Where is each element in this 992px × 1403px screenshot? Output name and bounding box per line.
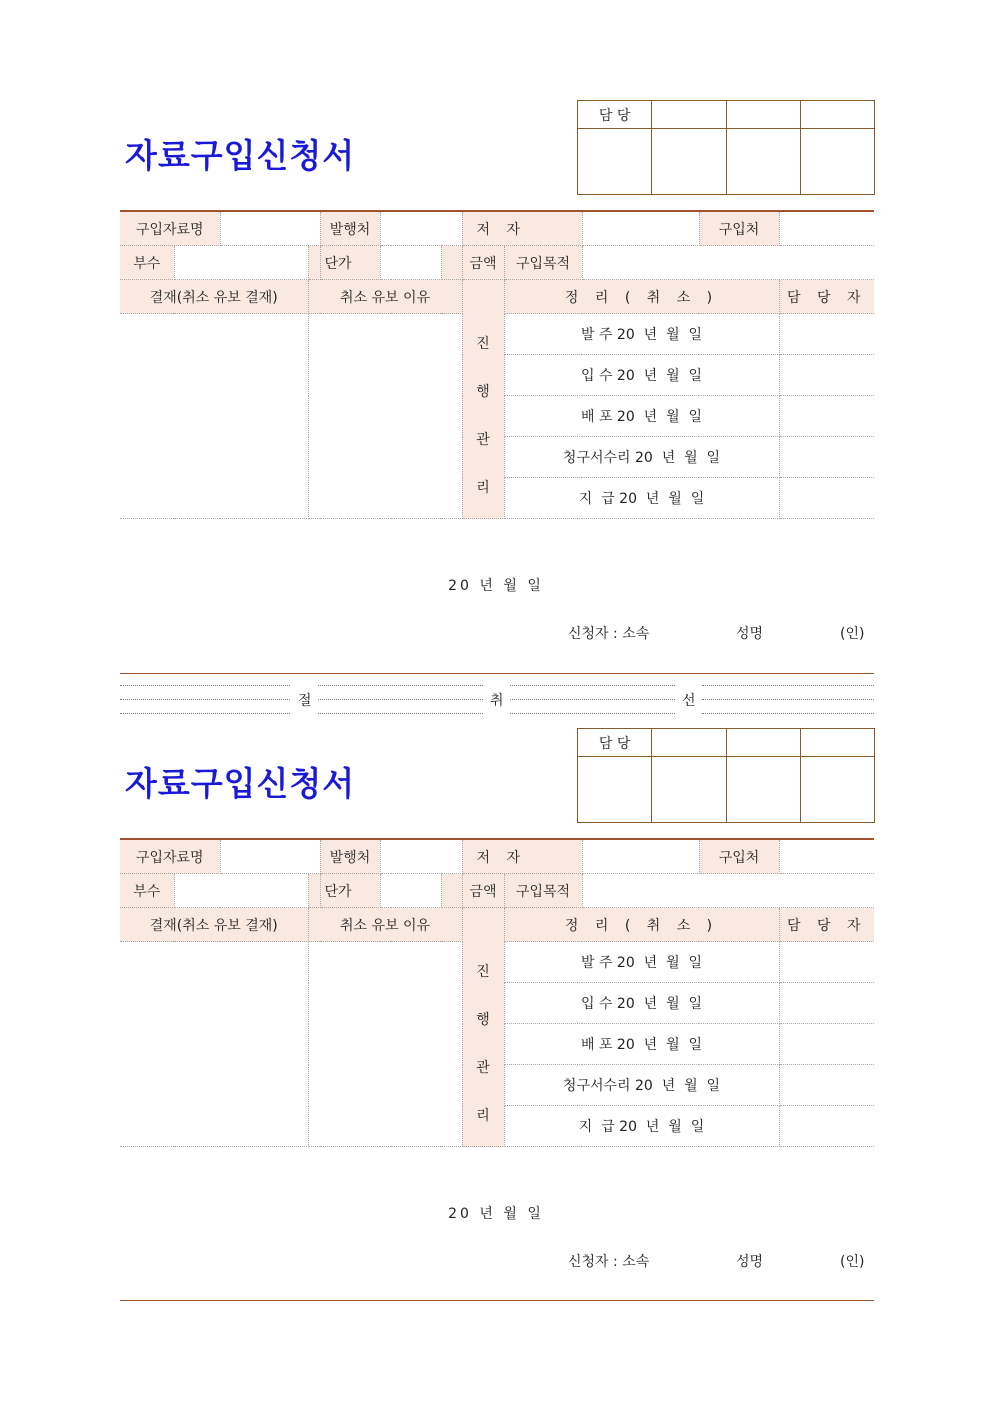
unit-price-label-pad — [308, 874, 320, 908]
progress-char: 관 — [476, 1059, 490, 1076]
purpose-field[interactable] — [582, 246, 874, 280]
signature-cell[interactable] — [726, 757, 800, 823]
approval-column-header: 결재(취소 유보 결재) — [120, 280, 308, 314]
progress-label-top — [462, 280, 504, 314]
amount-label-pad — [441, 874, 462, 908]
unit-price-field[interactable] — [380, 874, 441, 908]
progress-item: 발 주 20 년 월 일 — [504, 942, 779, 983]
progress-item: 지 급 20 년 월 일 — [504, 478, 779, 519]
manager-cell[interactable] — [779, 478, 874, 519]
applicant-label: 신청자 : 소속 — [568, 626, 650, 642]
purpose-label: 구입목적 — [504, 246, 582, 280]
signature-cell[interactable] — [578, 757, 652, 823]
process-column-header: 정 리 ( 취 소 ) — [504, 280, 779, 314]
cut-dots — [318, 699, 483, 700]
cut-dots — [120, 685, 290, 686]
author-field[interactable] — [582, 839, 699, 874]
approval-cell[interactable] — [652, 101, 726, 129]
unit-price-field[interactable] — [380, 246, 441, 280]
amount-label: 금액 — [462, 246, 504, 280]
cut-dots — [510, 713, 675, 714]
publisher-field[interactable] — [380, 839, 462, 874]
progress-char: 리 — [476, 1107, 490, 1124]
author-field[interactable] — [582, 211, 699, 246]
copies-field[interactable] — [174, 874, 308, 908]
item-name-field[interactable] — [220, 211, 320, 246]
vendor-field[interactable] — [779, 211, 874, 246]
request-table — [120, 838, 874, 1147]
date-line: 20 년 월 일 — [448, 578, 544, 594]
approval-area[interactable] — [120, 314, 308, 519]
progress-item: 발 주 20 년 월 일 — [504, 314, 779, 355]
manager-column-header: 담 당 자 — [779, 280, 874, 314]
item-name-field[interactable] — [220, 839, 320, 874]
approval-cell[interactable] — [800, 729, 874, 757]
manager-cell[interactable] — [779, 396, 874, 437]
date-line: 20 년 월 일 — [448, 1206, 544, 1222]
reason-area[interactable] — [308, 942, 462, 1147]
author-label: 저 자 — [462, 839, 582, 874]
item-name-label: 구입자료명 — [120, 839, 220, 874]
progress-item: 입 수 20 년 월 일 — [504, 983, 779, 1024]
manager-cell[interactable] — [779, 1106, 874, 1147]
cut-dots — [702, 699, 874, 700]
progress-item: 배 포 20 년 월 일 — [504, 396, 779, 437]
applicant-name-label: 성명 — [736, 1254, 764, 1270]
cut-dots — [702, 685, 874, 686]
amount-label: 금액 — [462, 874, 504, 908]
cut-dots — [120, 699, 290, 700]
vendor-label: 구입처 — [699, 839, 779, 874]
manager-cell[interactable] — [779, 355, 874, 396]
progress-char: 행 — [476, 383, 490, 400]
signature-cell[interactable] — [726, 129, 800, 195]
progress-char: 진 — [476, 335, 490, 352]
manager-cell[interactable] — [779, 1024, 874, 1065]
approval-cell[interactable] — [726, 101, 800, 129]
cut-line — [120, 673, 874, 718]
signature-cell[interactable] — [652, 129, 726, 195]
unit-price-label-pad — [308, 246, 320, 280]
progress-item: 입 수 20 년 월 일 — [504, 355, 779, 396]
approval-cell[interactable] — [652, 729, 726, 757]
purpose-field[interactable] — [582, 874, 874, 908]
approval-box — [577, 100, 875, 195]
progress-label-top — [462, 908, 504, 942]
approval-header: 담 당 — [578, 729, 652, 757]
manager-cell[interactable] — [779, 437, 874, 478]
signature-cell[interactable] — [578, 129, 652, 195]
process-column-header: 정 리 ( 취 소 ) — [504, 908, 779, 942]
cut-char: 취 — [490, 693, 504, 709]
unit-price-label: 단가 — [320, 874, 380, 908]
form-title: 자료구입신청서 — [125, 136, 356, 175]
reason-column-header: 취소 유보 이유 — [308, 908, 462, 942]
signature-cell[interactable] — [800, 757, 874, 823]
item-name-label: 구입자료명 — [120, 211, 220, 246]
vendor-label: 구입처 — [699, 211, 779, 246]
cut-char: 선 — [682, 693, 696, 709]
cut-dots — [120, 713, 290, 714]
vendor-field[interactable] — [779, 839, 874, 874]
cut-dots — [318, 713, 483, 714]
cut-dots — [510, 685, 675, 686]
cut-dots — [318, 685, 483, 686]
progress-item: 지 급 20 년 월 일 — [504, 1106, 779, 1147]
publisher-field[interactable] — [380, 211, 462, 246]
manager-column-header: 담 당 자 — [779, 908, 874, 942]
approval-column-header: 결재(취소 유보 결재) — [120, 908, 308, 942]
publisher-label: 발행처 — [320, 211, 380, 246]
form-title: 자료구입신청서 — [125, 764, 356, 803]
progress-char: 관 — [476, 431, 490, 448]
cut-line-border — [120, 673, 874, 674]
seal-label: (인) — [840, 626, 865, 642]
seal-label: (인) — [840, 1254, 865, 1270]
request-table — [120, 210, 874, 519]
manager-cell[interactable] — [779, 983, 874, 1024]
author-label: 저 자 — [462, 211, 582, 246]
applicant-label: 신청자 : 소속 — [568, 1254, 650, 1270]
progress-char: 리 — [476, 479, 490, 496]
cut-char: 절 — [298, 693, 312, 709]
approval-header: 담 당 — [578, 101, 652, 129]
bottom-rule — [120, 1300, 874, 1301]
cut-dots — [510, 699, 675, 700]
progress-char: 진 — [476, 963, 490, 980]
cut-dots — [702, 713, 874, 714]
approval-cell[interactable] — [726, 729, 800, 757]
signature-cell[interactable] — [652, 757, 726, 823]
reason-area[interactable] — [308, 314, 462, 519]
manager-cell[interactable] — [779, 942, 874, 983]
applicant-name-label: 성명 — [736, 626, 764, 642]
amount-label-pad — [441, 246, 462, 280]
progress-item: 청구서수리 20 년 월 일 — [504, 437, 779, 478]
signature-cell[interactable] — [800, 129, 874, 195]
progress-char: 행 — [476, 1011, 490, 1028]
progress-item: 배 포 20 년 월 일 — [504, 1024, 779, 1065]
progress-item: 청구서수리 20 년 월 일 — [504, 1065, 779, 1106]
approval-area[interactable] — [120, 942, 308, 1147]
publisher-label: 발행처 — [320, 839, 380, 874]
manager-cell[interactable] — [779, 314, 874, 355]
progress-management-label — [462, 314, 504, 519]
reason-column-header: 취소 유보 이유 — [308, 280, 462, 314]
unit-price-label: 단가 — [320, 246, 380, 280]
approval-box — [577, 728, 875, 823]
approval-cell[interactable] — [800, 101, 874, 129]
copies-field[interactable] — [174, 246, 308, 280]
purpose-label: 구입목적 — [504, 874, 582, 908]
copies-label: 부수 — [120, 874, 174, 908]
manager-cell[interactable] — [779, 1065, 874, 1106]
progress-management-label — [462, 942, 504, 1147]
copies-label: 부수 — [120, 246, 174, 280]
